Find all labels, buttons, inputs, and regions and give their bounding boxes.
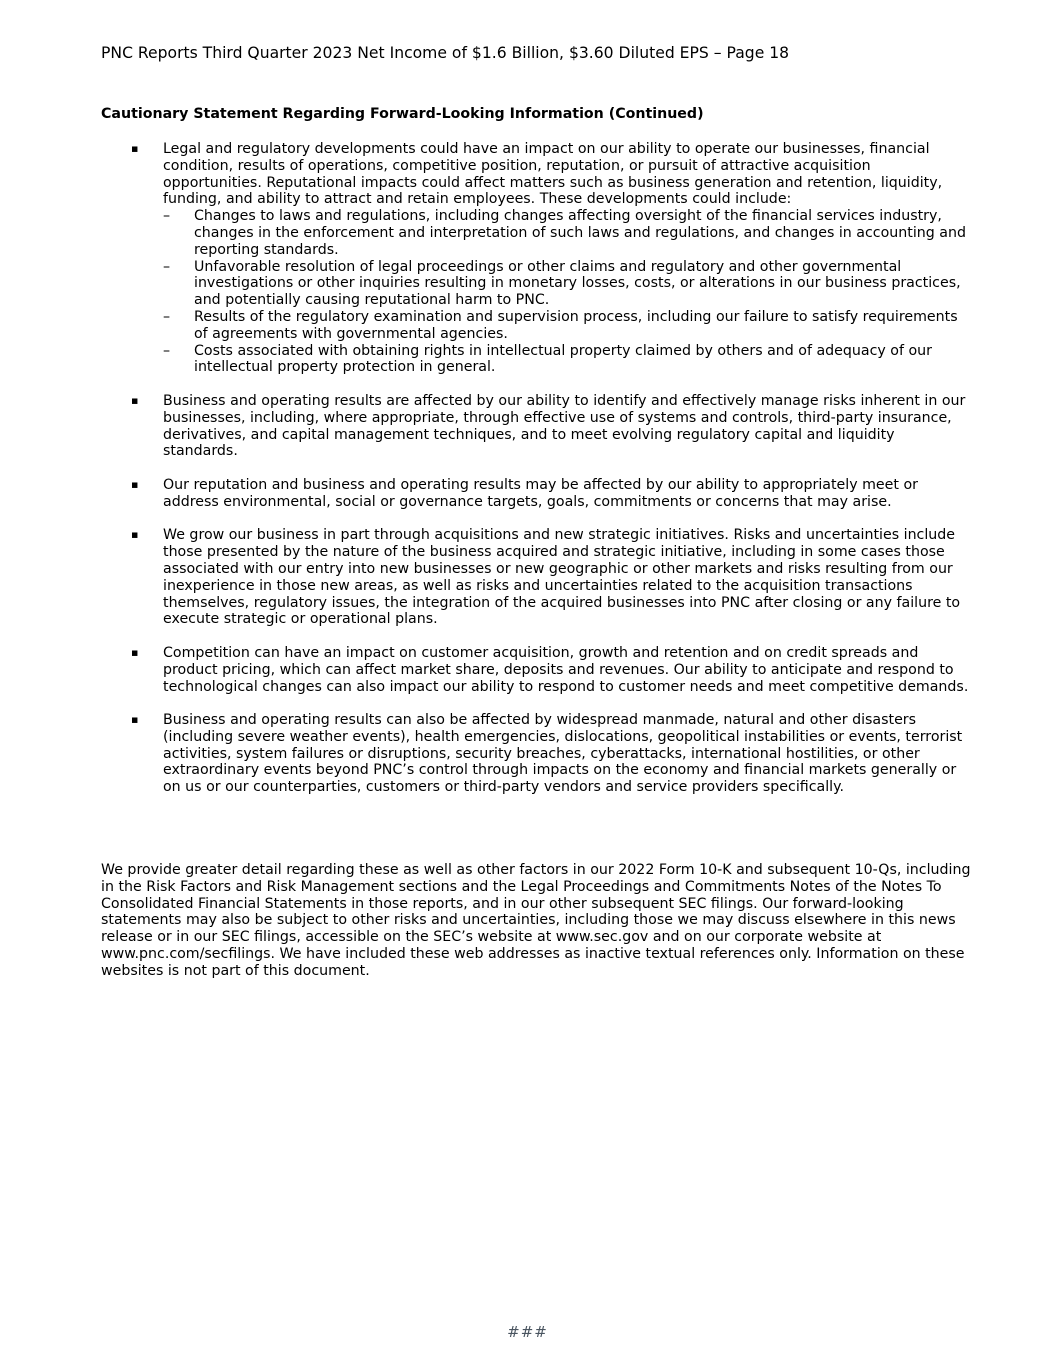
sub-item-text: Costs associated with obtaining rights in intellectual property claimed by others and of adequacy of our intellectual property protection in general. bbox=[194, 342, 932, 376]
bullet-text: Our reputation and business and operating results may be affected by our ability to appropriately meet or address environmental, social or governance targets, goals, commitments or concerns that may arise. bbox=[163, 476, 918, 510]
bullet-marker: ▪ bbox=[131, 645, 139, 659]
section-title: Cautionary Statement Regarding Forward-Looking Information (Continued) bbox=[101, 106, 704, 122]
sub-item-legal-proceedings bbox=[163, 259, 971, 309]
bullet-item-acquisitions bbox=[101, 527, 971, 628]
bullet-item-risk-management bbox=[101, 393, 971, 460]
dash-marker: – bbox=[163, 308, 171, 325]
bullet-text: Competition can have an impact on customer acquisition, growth and retention and on credit spreads and product pricing, which can affect market share, deposits and revenues. Our ability to anticipate and respond to technological changes can also impact our ability to respond to customer needs and meet competitive demands. bbox=[163, 644, 969, 695]
sub-item-laws bbox=[163, 208, 971, 258]
sub-item-intellectual-property bbox=[163, 343, 971, 377]
sub-item-text: Results of the regulatory examination and supervision process, including our failure to satisfy requirements of agreements with governmental agencies. bbox=[194, 308, 958, 342]
end-of-document-mark: ### bbox=[507, 1323, 548, 1341]
closing-paragraph: We provide greater detail regarding these as well as other factors in our 2022 Form 10-K and subsequent 10-Qs, including in the Risk Factors and Risk Management sections and the Legal Proceedings and Commitments Notes of the Notes To Consolidated Financial Statements in those reports, and in our other subsequent SEC filings. Our forward-looking statements may also be subject to other risks and uncertainties, including those we may discuss elsewhere in this news release or in our SEC filings, accessible on the SEC’s website at www.sec.gov and on our corporate website at www.pnc.com/secfilings. We have included these web addresses as inactive textual references only. Information on these websites is not part of this document. bbox=[101, 862, 971, 979]
sub-item-regulatory-exam bbox=[163, 309, 971, 343]
bullet-marker: ▪ bbox=[131, 477, 139, 491]
page-header: PNC Reports Third Quarter 2023 Net Income of $1.6 Billion, $3.60 Diluted EPS – Page 18 bbox=[101, 44, 790, 62]
dash-marker: – bbox=[163, 258, 171, 275]
bullet-text: Business and operating results are affected by our ability to identify and effectively manage risks inherent in our businesses, including, where appropriate, through effective use of systems and controls, third-party insurance, derivatives, and capital management techniques, and to meet evolving regulatory capital and liquidity standards. bbox=[163, 392, 966, 460]
bullet-item-competition bbox=[101, 645, 971, 695]
bullet-text: We grow our business in part through acquisitions and new strategic initiatives. Risks and uncertainties include those presented by the nature of the business acquired and strategic initiative, including in some cases those associated with our entry into new businesses or new geographic or other markets and risks resulting from our inexperience in those new areas, as well as risks and uncertainties related to the acquisition transactions themselves, regulatory issues, the integration of the acquired businesses into PNC after closing or any failure to execute strategic or operational plans. bbox=[163, 527, 961, 628]
bullet-marker: ▪ bbox=[131, 393, 139, 407]
bullet-text: Business and operating results can also be affected by widespread manmade, natural and other disasters (including severe weather events), health emergencies, dislocations, geopolitical instabilities or events, terrorist activities, system failures or disruptions, security breaches, cyberattacks, international hostilities, or other extraordinary events beyond PNC’s control through impacts on the economy and financial markets generally or on us or our counterparties, customers or third-party vendors and service providers specifically. bbox=[163, 712, 963, 796]
bullet-item-reputation bbox=[101, 477, 971, 511]
bullet-text: Legal and regulatory developments could have an impact on our ability to operate our businesses, financial condition, results of operations, competitive position, reputation, or pursuit of attractive acquisition opportunities. Reputational impacts could affect matters such as business generation and retention, liquidity, funding, and ability to attract and retain employees. These developments could include: bbox=[163, 141, 943, 208]
sub-item-text: Unfavorable resolution of legal proceedings or other claims and regulatory and other governmental investigations or other inquiries resulting in monetary losses, costs, or alterations in our business practices, and potentially causing reputational harm to PNC. bbox=[194, 258, 961, 309]
bullet-marker: ▪ bbox=[131, 142, 139, 155]
sub-item-text: Changes to laws and regulations, including changes affecting oversight of the financial services industry, changes in the enforcement and interpretation of such laws and regulations, and changes in accounting and reporting standards. bbox=[194, 208, 966, 258]
dash-marker: – bbox=[163, 208, 171, 225]
sub-bullet-list bbox=[163, 208, 971, 376]
bullet-item-legal bbox=[101, 141, 971, 376]
bullet-item-disasters bbox=[101, 712, 971, 796]
risk-bullet-list bbox=[101, 141, 971, 813]
bullet-marker: ▪ bbox=[131, 528, 139, 542]
bullet-marker: ▪ bbox=[131, 713, 139, 727]
dash-marker: – bbox=[163, 342, 171, 359]
